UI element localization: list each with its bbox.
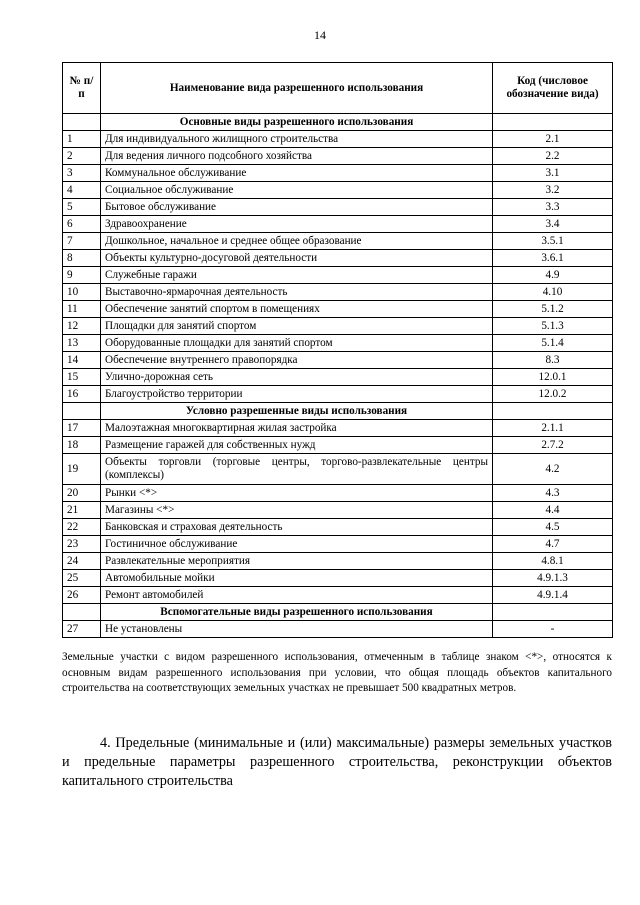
footnote: Земельные участки с видом разрешенного использования, отмеченным в таблице знаком <*>, относятся к основным видам разрешенного использования при условии, что общая площадь объектов капитального строительства на соответствующих земельных участках не превышает 500 квадратных метров. xyxy=(62,651,612,694)
section-title: Основные виды разрешенного использования xyxy=(101,114,493,131)
table-row xyxy=(63,536,613,553)
header-num: № п/п xyxy=(63,63,101,114)
row-number: 10 xyxy=(63,284,101,301)
row-number: 8 xyxy=(63,250,101,267)
row-number: 23 xyxy=(63,536,101,553)
row-code: - xyxy=(493,621,613,638)
table-body xyxy=(63,114,613,638)
table-row xyxy=(63,587,613,604)
row-code: 4.5 xyxy=(493,519,613,536)
land-use-table xyxy=(62,62,613,638)
section-code-cell xyxy=(493,604,613,621)
row-code: 2.7.2 xyxy=(493,437,613,454)
row-number: 12 xyxy=(63,318,101,335)
row-use-name: Не установлены xyxy=(101,621,493,638)
row-use-name: Улично-дорожная сеть xyxy=(101,369,493,386)
row-number: 3 xyxy=(63,165,101,182)
row-use-name: Выставочно-ярмарочная деятельность xyxy=(101,284,493,301)
row-number: 27 xyxy=(63,621,101,638)
row-code: 2.2 xyxy=(493,148,613,165)
row-number: 1 xyxy=(63,131,101,148)
table-row xyxy=(63,570,613,587)
row-code: 4.8.1 xyxy=(493,553,613,570)
section-row xyxy=(63,114,613,131)
section-num-cell xyxy=(63,114,101,131)
table-row xyxy=(63,420,613,437)
row-code: 4.10 xyxy=(493,284,613,301)
section-num-cell xyxy=(63,403,101,420)
table-row xyxy=(63,216,613,233)
row-use-name: Благоустройство территории xyxy=(101,386,493,403)
row-use-name: Развлекательные мероприятия xyxy=(101,553,493,570)
row-number: 20 xyxy=(63,485,101,502)
row-code: 2.1.1 xyxy=(493,420,613,437)
row-use-name: Бытовое обслуживание xyxy=(101,199,493,216)
row-use-name: Для индивидуального жилищного строительства xyxy=(101,131,493,148)
table-row xyxy=(63,386,613,403)
page-number: 14 xyxy=(314,28,326,42)
table-row xyxy=(63,199,613,216)
row-code: 3.6.1 xyxy=(493,250,613,267)
table-row xyxy=(63,454,613,485)
row-use-name: Рынки <*> xyxy=(101,485,493,502)
row-code: 12.0.1 xyxy=(493,369,613,386)
row-code: 5.1.4 xyxy=(493,335,613,352)
table-row xyxy=(63,369,613,386)
row-number: 26 xyxy=(63,587,101,604)
row-number: 13 xyxy=(63,335,101,352)
row-number: 22 xyxy=(63,519,101,536)
section-title: Условно разрешенные виды использования xyxy=(101,403,493,420)
row-code: 12.0.2 xyxy=(493,386,613,403)
row-use-name: Здравоохранение xyxy=(101,216,493,233)
table-row xyxy=(63,250,613,267)
row-use-name: Размещение гаражей для собственных нужд xyxy=(101,437,493,454)
row-code: 4.4 xyxy=(493,502,613,519)
row-use-name: Обеспечение внутреннего правопорядка xyxy=(101,352,493,369)
row-number: 18 xyxy=(63,437,101,454)
table-row xyxy=(63,148,613,165)
section-code-cell xyxy=(493,403,613,420)
row-code: 8.3 xyxy=(493,352,613,369)
table-row xyxy=(63,182,613,199)
row-number: 2 xyxy=(63,148,101,165)
row-use-name: Автомобильные мойки xyxy=(101,570,493,587)
row-use-name: Дошкольное, начальное и среднее общее образование xyxy=(101,233,493,250)
table-row xyxy=(63,621,613,638)
row-use-name: Ремонт автомобилей xyxy=(101,587,493,604)
table-row xyxy=(63,267,613,284)
row-use-name: Оборудованные площадки для занятий спортом xyxy=(101,335,493,352)
row-code: 3.4 xyxy=(493,216,613,233)
row-use-name: Малоэтажная многоквартирная жилая застройка xyxy=(101,420,493,437)
row-code: 4.9.1.4 xyxy=(493,587,613,604)
row-code: 3.5.1 xyxy=(493,233,613,250)
row-number: 14 xyxy=(63,352,101,369)
table-row xyxy=(63,352,613,369)
row-number: 17 xyxy=(63,420,101,437)
header-code: Код (числовое обозначение вида) xyxy=(493,63,613,114)
row-number: 21 xyxy=(63,502,101,519)
row-use-name: Объекты торговли (торговые центры, торгово-развлекательные центры (комплексы) xyxy=(101,454,493,485)
table-row xyxy=(63,502,613,519)
row-use-name: Социальное обслуживание xyxy=(101,182,493,199)
row-number: 4 xyxy=(63,182,101,199)
table-row xyxy=(63,553,613,570)
row-use-name: Площадки для занятий спортом xyxy=(101,318,493,335)
row-number: 24 xyxy=(63,553,101,570)
section-heading: 4. Предельные (минимальные и (или) максимальные) размеры земельных участков и предельные параметры разрешенного строительства, реконструкции объектов капитального строительства xyxy=(62,735,612,789)
table-row xyxy=(63,301,613,318)
row-code: 4.2 xyxy=(493,454,613,485)
table-row xyxy=(63,519,613,536)
row-use-name: Служебные гаражи xyxy=(101,267,493,284)
row-use-name: Для ведения личного подсобного хозяйства xyxy=(101,148,493,165)
row-use-name: Объекты культурно-досуговой деятельности xyxy=(101,250,493,267)
table-row xyxy=(63,335,613,352)
row-use-name: Коммунальное обслуживание xyxy=(101,165,493,182)
header-name: Наименование вида разрешенного использования xyxy=(101,63,493,114)
row-code: 4.7 xyxy=(493,536,613,553)
table-header-row xyxy=(63,63,613,114)
row-use-name: Обеспечение занятий спортом в помещениях xyxy=(101,301,493,318)
row-number: 19 xyxy=(63,454,101,485)
row-number: 25 xyxy=(63,570,101,587)
row-number: 5 xyxy=(63,199,101,216)
table-row xyxy=(63,437,613,454)
row-code: 2.1 xyxy=(493,131,613,148)
section-title: Вспомогательные виды разрешенного использования xyxy=(101,604,493,621)
table-row xyxy=(63,131,613,148)
row-code: 5.1.3 xyxy=(493,318,613,335)
row-use-name: Магазины <*> xyxy=(101,502,493,519)
table-row xyxy=(63,284,613,301)
row-number: 16 xyxy=(63,386,101,403)
row-number: 11 xyxy=(63,301,101,318)
row-code: 5.1.2 xyxy=(493,301,613,318)
section-code-cell xyxy=(493,114,613,131)
row-use-name: Банковская и страховая деятельность xyxy=(101,519,493,536)
table-row xyxy=(63,233,613,250)
row-number: 6 xyxy=(63,216,101,233)
section-row xyxy=(63,604,613,621)
row-code: 3.2 xyxy=(493,182,613,199)
row-code: 4.9 xyxy=(493,267,613,284)
table-row xyxy=(63,485,613,502)
row-code: 3.1 xyxy=(493,165,613,182)
row-code: 3.3 xyxy=(493,199,613,216)
row-code: 4.9.1.3 xyxy=(493,570,613,587)
row-number: 7 xyxy=(63,233,101,250)
table-row xyxy=(63,318,613,335)
section-num-cell xyxy=(63,604,101,621)
section-row xyxy=(63,403,613,420)
row-number: 9 xyxy=(63,267,101,284)
row-code: 4.3 xyxy=(493,485,613,502)
row-number: 15 xyxy=(63,369,101,386)
row-use-name: Гостиничное обслуживание xyxy=(101,536,493,553)
table-row xyxy=(63,165,613,182)
